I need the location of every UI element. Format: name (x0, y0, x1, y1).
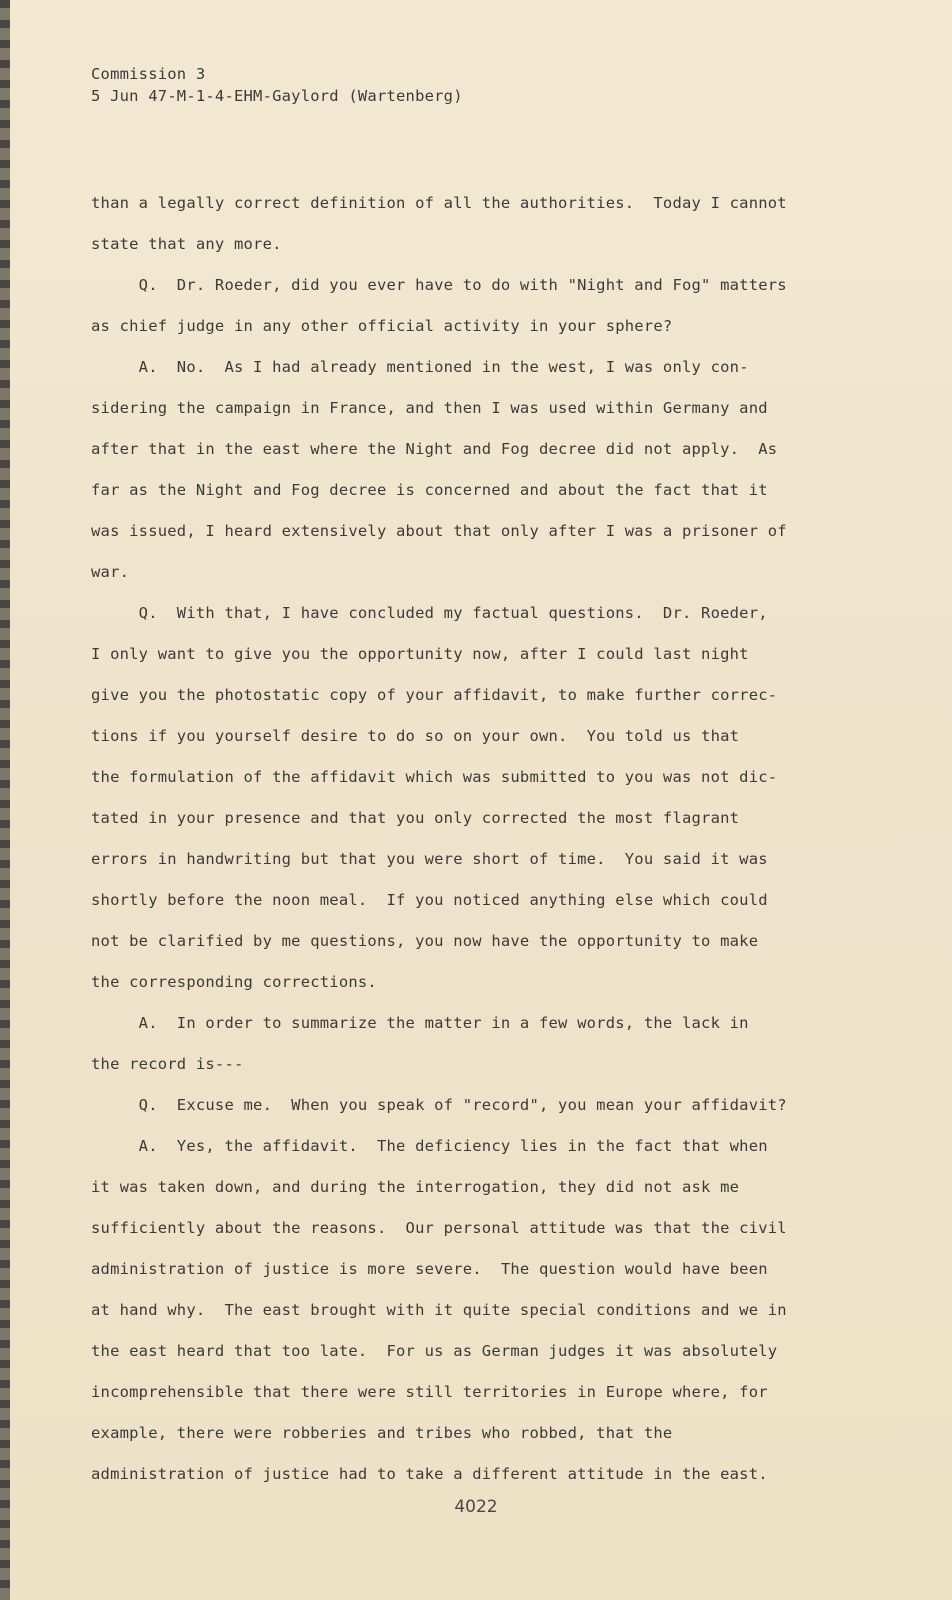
transcript-line: the formulation of the affidavit which was submitted to you was not dic- (91, 768, 778, 786)
transcript-line: A. Yes, the affidavit. The deficiency lies in the fact that when (91, 1137, 768, 1155)
transcript-line: the east heard that too late. For us as German judges it was absolutely (91, 1342, 778, 1360)
transcript-line: tions if you yourself desire to do so on your own. You told us that (91, 727, 740, 745)
transcript-line: state that any more. (91, 235, 282, 253)
transcript-line: shortly before the noon meal. If you noticed anything else which could (91, 891, 768, 909)
transcript-line: sufficiently about the reasons. Our personal attitude was that the civil (91, 1219, 787, 1237)
transcript-line: after that in the east where the Night and Fog decree did not apply. As (91, 440, 778, 458)
transcript-body (91, 183, 787, 1495)
transcript-line: Q. With that, I have concluded my factual questions. Dr. Roeder, (91, 604, 768, 622)
transcript-line: was issued, I heard extensively about that only after I was a prisoner of (91, 522, 787, 540)
transcript-line: sidering the campaign in France, and then I was used within Germany and (91, 399, 768, 417)
transcript-line: I only want to give you the opportunity now, after I could last night (91, 645, 749, 663)
transcript-line: as chief judge in any other official activity in your sphere? (91, 317, 673, 335)
header-commission: Commission 3 (91, 65, 206, 83)
transcript-line: war. (91, 563, 130, 581)
transcript-line: at hand why. The east brought with it quite special conditions and we in (91, 1301, 787, 1319)
transcript-line: Q. Excuse me. When you speak of "record", you mean your affidavit? (91, 1096, 787, 1114)
transcript-line: than a legally correct definition of all the authorities. Today I cannot (91, 194, 787, 212)
transcript-line: A. No. As I had already mentioned in the west, I was only con- (91, 358, 749, 376)
transcript-line: not be clarified by me questions, you now have the opportunity to make (91, 932, 759, 950)
transcript-line: Q. Dr. Roeder, did you ever have to do with "Night and Fog" matters (91, 276, 787, 294)
transcript-line: tated in your presence and that you only corrected the most flagrant (91, 809, 740, 827)
transcript-line: administration of justice had to take a different attitude in the east. (91, 1465, 768, 1483)
transcript-line: errors in handwriting but that you were short of time. You said it was (91, 850, 768, 868)
transcript-line: example, there were robberies and tribes who robbed, that the (91, 1424, 673, 1442)
transcript-line: far as the Night and Fog decree is concerned and about the fact that it (91, 481, 768, 499)
transcript-line: A. In order to summarize the matter in a few words, the lack in (91, 1014, 749, 1032)
page-number: 4022 (454, 1497, 498, 1517)
transcript-line: give you the photostatic copy of your affidavit, to make further correc- (91, 686, 778, 704)
transcript-line: it was taken down, and during the interrogation, they did not ask me (91, 1178, 740, 1196)
header-reference: 5 Jun 47-M-1-4-EHM-Gaylord (Wartenberg) (91, 87, 463, 105)
transcript-line: incomprehensible that there were still territories in Europe where, for (91, 1383, 768, 1401)
transcript-line: the corresponding corrections. (91, 973, 377, 991)
binding-edge (0, 0, 10, 1600)
transcript-line: the record is--- (91, 1055, 244, 1073)
transcript-line: administration of justice is more severe. The question would have been (91, 1260, 768, 1278)
